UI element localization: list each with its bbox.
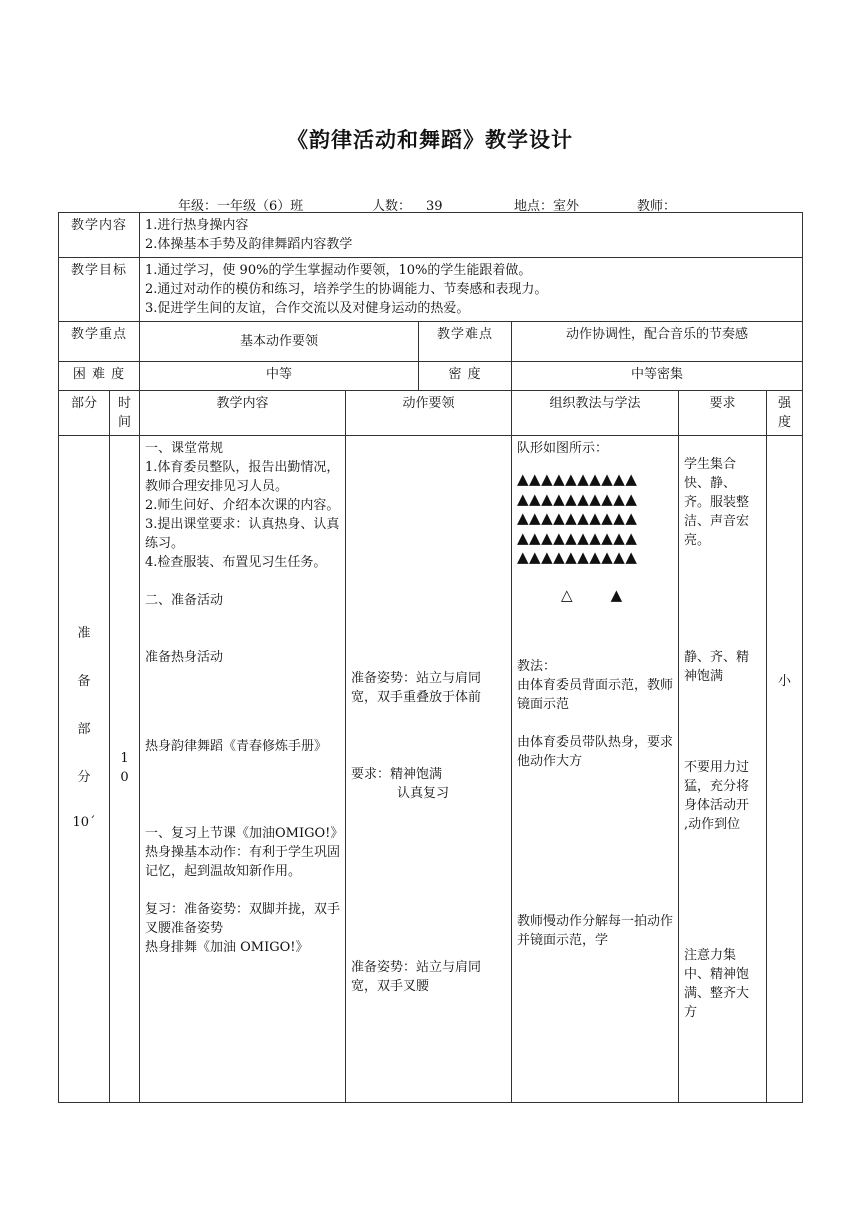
part-char: 部 (77, 722, 91, 737)
row-key-points (59, 322, 803, 362)
goal-line: 2.通过对动作的模仿和练习，培养学生的协调能力、节奏感和表现力。 (145, 282, 548, 297)
header-require: 要求 (679, 391, 767, 436)
intensity-value: 小 (778, 674, 792, 689)
count-label: 人数： (372, 199, 412, 214)
formation-row: ▲▲▲▲▲▲▲▲▲▲ (517, 489, 638, 508)
prep-title: 二、准备活动 (145, 593, 224, 608)
routine-title: 一、课堂常规 (145, 441, 224, 456)
header-content: 教学内容 (140, 391, 346, 436)
teacher-position (517, 586, 673, 605)
pose-1-text: 准备姿势：站立与肩同宽，双手重叠放于体前 (351, 671, 482, 705)
review-prep-text: 复习：准备姿势：双脚并拢，双手叉腰准备姿势 (145, 902, 341, 936)
row-difficulty (59, 362, 803, 391)
difficulty-value: 中等 (140, 362, 419, 391)
slow-demo-text: 教师慢动作分解每一拍动作并镜面示范，学 (517, 913, 674, 948)
pose-2-text: 准备姿势：站立与肩同宽，双手叉腰 (351, 960, 482, 994)
key-value: 基本动作要领 (140, 322, 419, 362)
formation-row: ▲▲▲▲▲▲▲▲▲▲ (517, 548, 638, 566)
formation-label: 队形如图所示： (517, 441, 609, 456)
time-char: 1 (120, 751, 129, 766)
hard-label: 教学难点 (419, 322, 512, 362)
review-dance-text: 热身排舞《加油 OMIGO!》 (145, 940, 309, 955)
header-intensity: 强度 (767, 391, 803, 436)
warmup-text: 准备热身活动 (145, 650, 224, 665)
lesson-plan-table (58, 212, 803, 1103)
part-char: 准 (77, 626, 91, 641)
part-char: 10´ (72, 815, 96, 830)
require-2: 静、齐、精神饱满 (684, 650, 750, 684)
column-header-row (59, 391, 803, 436)
key-label: 教学重点 (59, 322, 140, 362)
header-essentials: 动作要领 (346, 391, 512, 436)
require-4: 注意力集中、精神饱满、整齐大方 (684, 948, 750, 1020)
method-item: 由体育委员背面示范，教师镜面示范 (517, 677, 674, 712)
place-text: 地点：室外 (514, 199, 580, 214)
goal-line: 3.促进学生间的友谊，合作交流以及对健身运动的热爱。 (145, 301, 470, 316)
density-label: 密 度 (419, 362, 512, 391)
teacher-label: 教师： (637, 199, 677, 214)
difficulty-label: 困 难 度 (59, 362, 140, 391)
formation-row: ▲▲▲▲▲▲▲▲▲▲ (517, 470, 638, 488)
dance-text: 热身韵律舞蹈《青春修炼手册》 (145, 739, 328, 754)
header-method: 组织教法与学法 (512, 391, 679, 436)
content-cell (140, 213, 803, 258)
goal-label: 教学目标 (59, 258, 140, 322)
part-char: 备 (77, 674, 91, 689)
hard-value: 动作协调性，配合音乐的节奏感 (512, 322, 803, 362)
content-line: 2.体操基本手势及韵律舞蹈内容教学 (145, 237, 353, 252)
require-3b: ,动作到位 (684, 817, 741, 832)
essentials-cell (346, 436, 512, 1103)
goal-line: 1.通过学习，使 90%的学生掌握动作要领，10%的学生能跟着做。 (145, 263, 532, 278)
density-value: 中等密集 (512, 362, 803, 391)
goal-cell (140, 258, 803, 322)
header-time: 时间 (110, 391, 140, 436)
count-value: 39 (426, 199, 443, 214)
requirement-item: 认真复习 (397, 786, 450, 801)
row-content (59, 213, 803, 258)
time-char: 0 (120, 770, 129, 785)
row-goal (59, 258, 803, 322)
routine-item: 4.检查服装、布置见习生任务。 (145, 555, 327, 570)
intensity-cell (767, 436, 803, 1103)
content-label: 教学内容 (59, 213, 140, 258)
grade-text: 年级：一年级（6）班 (178, 199, 304, 214)
content-line: 1.进行热身操内容 (145, 218, 249, 233)
lead-text: 由体育委员带队热身，要求他动作大方 (517, 734, 674, 769)
formation-row: ▲▲▲▲▲▲▲▲▲▲ (517, 509, 638, 527)
part-cell (59, 436, 110, 1103)
formation-row: ▲▲▲▲▲▲▲▲▲▲ (517, 528, 638, 547)
routine-item: 1.体育委员整队，报告出勤情况，教师合理安排见习人员。 (145, 460, 340, 494)
requirement-label: 要求：精神饱满 (351, 767, 443, 782)
prep-section-row (59, 436, 803, 1103)
time-cell (110, 436, 140, 1103)
header-part: 部分 (59, 391, 110, 436)
require-cell (679, 436, 767, 1103)
part-char: 分 (77, 770, 91, 785)
method-cell (512, 436, 679, 1103)
require-3: 不要用力过猛，充分将身体活动开 (684, 760, 750, 813)
routine-item: 3.提出课堂要求：认真热身、认真练习。 (145, 517, 340, 551)
teacher-solid-triangle: ▲ (610, 585, 623, 604)
review-text: 一、复习上节课《加油OMIGO!》热身操基本动作：有利于学生巩固记忆，起到温故知新作用。 (145, 826, 341, 879)
routine-item: 2.师生问好、介绍本次课的内容。 (145, 498, 340, 513)
teaching-content-cell (140, 436, 346, 1103)
page-title: 《韵律活动和舞蹈》教学设计 (287, 127, 573, 152)
teacher-outline-triangle: △ (561, 585, 573, 604)
require-1: 学生集合快、静、齐。服装整洁、声音宏亮。 (684, 457, 750, 548)
method-label: 教法： (517, 658, 557, 674)
